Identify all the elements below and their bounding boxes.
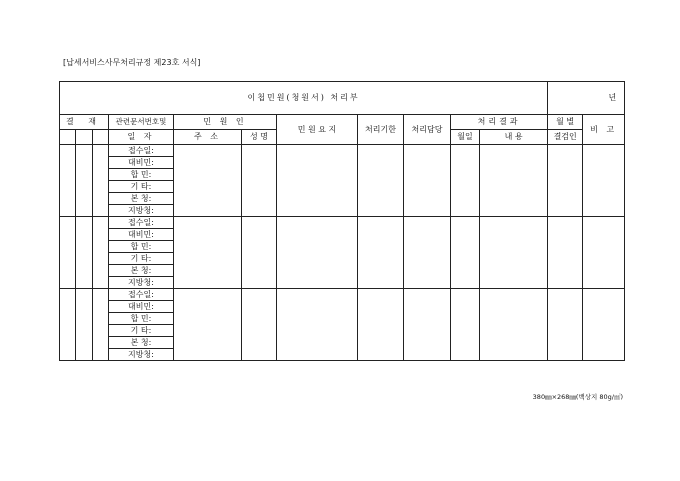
- address-header: 주 소: [174, 130, 242, 145]
- summary-entry-cell[interactable]: [277, 289, 358, 361]
- approval-entry-cell[interactable]: [76, 145, 93, 217]
- deadline-entry-cell[interactable]: [358, 289, 404, 361]
- month-day-entry-cell[interactable]: [451, 289, 480, 361]
- remarks-entry-cell[interactable]: [583, 217, 625, 289]
- handler-entry-cell[interactable]: [404, 145, 451, 217]
- entry-sub-label: 기 타:: [109, 253, 174, 265]
- entry-sub-label: 접수일:: [109, 289, 174, 301]
- approval-entry-cell[interactable]: [93, 145, 109, 217]
- entry-sub-label: 본 청:: [109, 193, 174, 205]
- entry-sub-label: 지방청:: [109, 205, 174, 217]
- entry-sub-label: 대비민:: [109, 157, 174, 169]
- year-label: 년: [548, 82, 625, 115]
- monthly-inspector-entry-cell[interactable]: [548, 145, 583, 217]
- result-header: 처리결과: [451, 115, 548, 130]
- name-entry-cell[interactable]: [242, 145, 277, 217]
- deadline-entry-cell[interactable]: [358, 217, 404, 289]
- name-entry-cell[interactable]: [242, 289, 277, 361]
- monthly-inspector-entry-cell[interactable]: [548, 289, 583, 361]
- entry-sub-label: 대비민:: [109, 229, 174, 241]
- month-day-entry-cell[interactable]: [451, 145, 480, 217]
- approval-entry-cell[interactable]: [93, 289, 109, 361]
- entry-sub-label: 지방청:: [109, 349, 174, 361]
- approval-cell-3: [93, 130, 109, 145]
- header-row-1: [60, 115, 625, 130]
- summary-header: 민 원 요 지: [277, 115, 358, 145]
- address-entry-cell[interactable]: [174, 289, 242, 361]
- entry-sub-label: 합 민:: [109, 241, 174, 253]
- entry-row: [60, 289, 625, 301]
- remarks-entry-cell[interactable]: [583, 145, 625, 217]
- handler-header: 처리담당: [404, 115, 451, 145]
- entry-sub-label: 기 타:: [109, 325, 174, 337]
- name-entry-cell[interactable]: [242, 217, 277, 289]
- address-entry-cell[interactable]: [174, 145, 242, 217]
- approval-entry-cell[interactable]: [93, 217, 109, 289]
- approval-cell-2: [76, 130, 93, 145]
- month-day-entry-cell[interactable]: [451, 217, 480, 289]
- entry-sub-label: 지방청:: [109, 277, 174, 289]
- petitioner-header: 민 원 인: [174, 115, 277, 130]
- summary-entry-cell[interactable]: [277, 217, 358, 289]
- deadline-entry-cell[interactable]: [358, 145, 404, 217]
- content-header: 내 용: [480, 130, 548, 145]
- entry-sub-label: 합 민:: [109, 169, 174, 181]
- entry-sub-label: 본 청:: [109, 337, 174, 349]
- approval-entry-cell[interactable]: [60, 217, 76, 289]
- title-row: [60, 82, 625, 115]
- month-day-header: 월일: [451, 130, 480, 145]
- ledger-form: [59, 81, 624, 390]
- handler-entry-cell[interactable]: [404, 217, 451, 289]
- approval-entry-cell[interactable]: [76, 289, 93, 361]
- date-header: 일 자: [109, 130, 174, 145]
- remarks-entry-cell[interactable]: [583, 289, 625, 361]
- approval-cell-1: [60, 130, 76, 145]
- content-entry-cell[interactable]: [480, 289, 548, 361]
- handler-entry-cell[interactable]: [404, 289, 451, 361]
- remarks-header: 비 고: [583, 115, 625, 145]
- monthly-header: 월 별: [548, 115, 583, 130]
- monthly-inspector-header: 결검인: [548, 130, 583, 145]
- entry-sub-label: 접수일:: [109, 145, 174, 157]
- approval-header: 결 재: [60, 115, 109, 130]
- entry-row: [60, 217, 625, 229]
- monthly-inspector-entry-cell[interactable]: [548, 217, 583, 289]
- content-entry-cell[interactable]: [480, 217, 548, 289]
- ledger-table: [59, 81, 625, 361]
- deadline-header: 처리기한: [358, 115, 404, 145]
- approval-entry-cell[interactable]: [60, 289, 76, 361]
- page-title: 이첩민원(청원서) 처리부: [60, 82, 548, 115]
- approval-entry-cell[interactable]: [60, 145, 76, 217]
- address-entry-cell[interactable]: [174, 217, 242, 289]
- paper-spec-note: 380㎜×268㎜(백상지 80g/㎡): [532, 393, 623, 401]
- entry-row: [60, 145, 625, 157]
- entry-sub-label: 합 민:: [109, 313, 174, 325]
- doc-no-header: 관련문서번호및: [109, 115, 174, 130]
- entry-sub-label: 접수일:: [109, 217, 174, 229]
- entry-sub-label: 본 청:: [109, 265, 174, 277]
- approval-entry-cell[interactable]: [76, 217, 93, 289]
- entry-sub-label: 기 타:: [109, 181, 174, 193]
- name-header: 성 명: [242, 130, 277, 145]
- form-caption: [납세서비스사무처리규정 제23호 서식]: [63, 58, 201, 67]
- content-entry-cell[interactable]: [480, 145, 548, 217]
- entry-sub-label: 대비민:: [109, 301, 174, 313]
- summary-entry-cell[interactable]: [277, 145, 358, 217]
